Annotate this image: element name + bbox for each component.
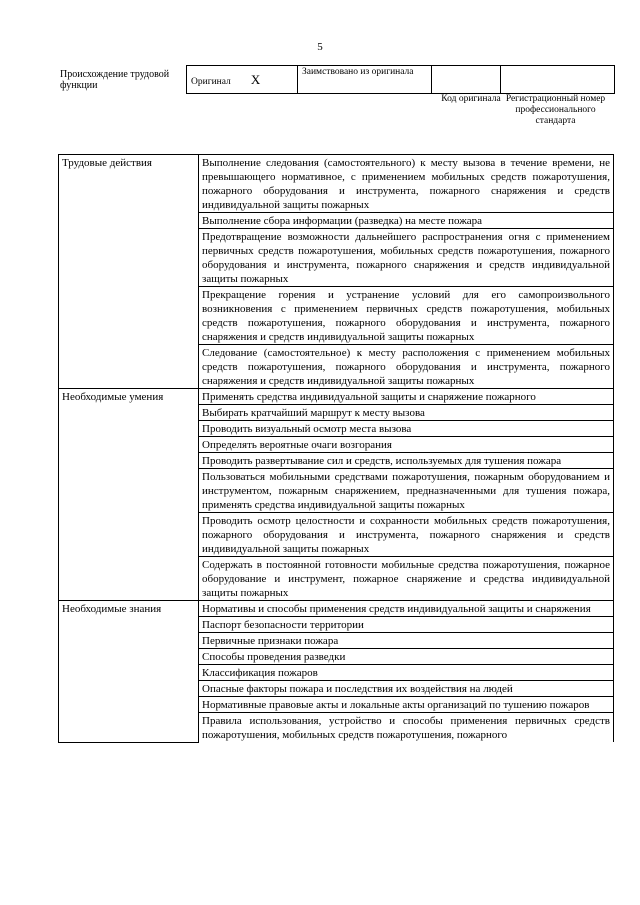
table-row: [59, 389, 614, 405]
original-mark: X: [250, 71, 261, 87]
section-item: Содержать в постоянной готовности мобильные средства пожаротушения, пожарное оборудование и инструмент, пожарное снаряжение и средства индивидуальной защиты пожарных: [199, 557, 614, 601]
borrowed-cell: Заимствовано из оригинала: [298, 66, 432, 94]
table-row: [59, 155, 614, 213]
section-item: Применять средства индивидуальной защиты и снаряжение пожарного: [199, 389, 614, 405]
section-item: Правила использования, устройство и способы применения первичных средств пожаротушения, мобильных средств пожаротушения, пожарного: [199, 713, 614, 743]
original-label: Оригинал: [191, 76, 231, 87]
section-item: Определять вероятные очаги возгорания: [199, 437, 614, 453]
section-item: Паспорт безопасности территории: [199, 617, 614, 633]
section-item: Следование (самостоятельное) к месту расположения с применением мобильных средств пожаротушения, пожарного оборудования и инструмента, пожарного снаряжения и средств индивидуальной защиты пожарных: [199, 345, 614, 389]
section-item: Пользоваться мобильными средствами пожаротушения, пожарным оборудованием и инструментом, пожарным снаряжением, предназначенными для тушения пожара, применять средства индивидуальной защиты пожарных: [199, 469, 614, 513]
section-title: Необходимые знания: [59, 601, 199, 743]
code-original-label: Код оригинала: [441, 94, 501, 104]
section-item: Первичные признаки пожара: [199, 633, 614, 649]
section-item: Опасные факторы пожара и последствия их воздействия на людей: [199, 681, 614, 697]
function-table: [58, 154, 614, 743]
section-item: Проводить осмотр целостности и сохранности мобильных средств пожаротушения, пожарного оборудования и инструмента, пожарного снаряжения и средств индивидуальной защиты пожарных: [199, 513, 614, 557]
origin-label: Происхождение трудовой функции: [60, 69, 170, 91]
section-item: Проводить развертывание сил и средств, используемых для тушения пожара: [199, 453, 614, 469]
section-item: Нормативы и способы применения средств индивидуальной защиты и снаряжения: [199, 601, 614, 617]
section-item: Предотвращение возможности дальнейшего распространения огня с применением первичных средств пожаротушения, мобильных средств пожаротушения, пожарного оборудования и инструмента, пожарного снаряжения и средств индивидуальной защиты пожарных: [199, 229, 614, 287]
section-title: Необходимые умения: [59, 389, 199, 601]
origin-table: [186, 65, 615, 94]
section-item: Выполнение сбора информации (разведка) на месте пожара: [199, 213, 614, 229]
section-item: Нормативные правовые акты и локальные акты организаций по тушению пожаров: [199, 697, 614, 713]
section-item: Выполнение следования (самостоятельного) к месту вызова в течение времени, не превышающего нормативное, с применением мобильных средств пожаротушения, пожарного оборудования и инструмента, пожарного снаряжения и средств индивидуальной защиты пожарных: [199, 155, 614, 213]
reg-number-cell: [501, 66, 615, 94]
table-row: [59, 601, 614, 617]
section-item: Проводить визуальный осмотр места вызова: [199, 421, 614, 437]
section-item: Прекращение горения и устранение условий для его самопроизвольного возникновения с применением первичных средств пожаротушения, мобильных средств пожаротушения, пожарного оборудования и инструмента, пожарного снаряжения и средств индивидуальной защиты пожарных: [199, 287, 614, 345]
reg-number-label: Регистрационный номер профессионального стандарта: [505, 94, 606, 126]
page-number: 5: [317, 41, 323, 53]
section-item: Способы проведения разведки: [199, 649, 614, 665]
code-cell: [432, 66, 501, 94]
section-item: Выбирать кратчайший маршрут к месту вызова: [199, 405, 614, 421]
section-title: Трудовые действия: [59, 155, 199, 389]
section-item: Классификация пожаров: [199, 665, 614, 681]
original-cell: [187, 66, 298, 94]
